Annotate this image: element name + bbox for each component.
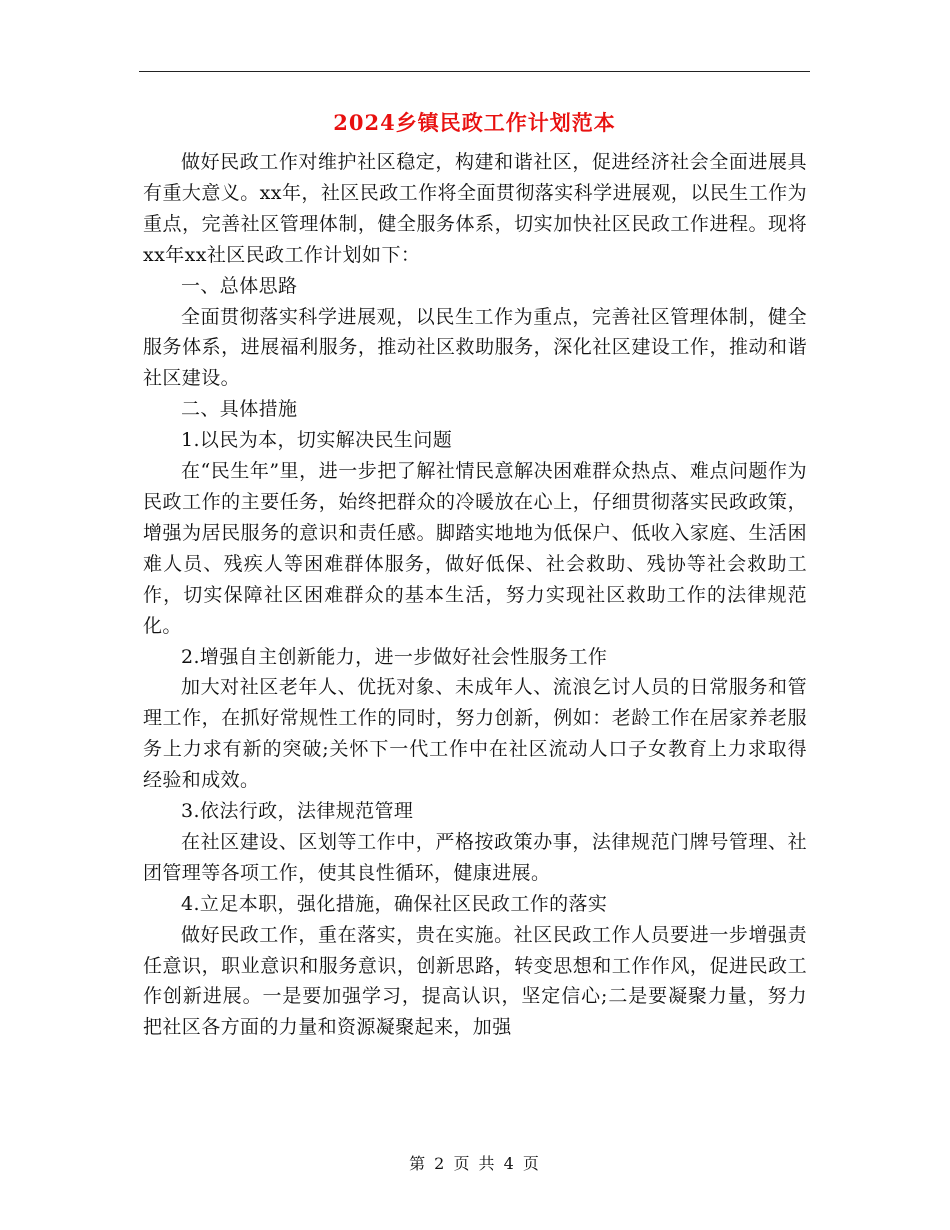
heading-specific-measures: 二、具体措施 (181, 398, 298, 421)
paragraph-measure-2: 加大对社区老年人、优抚对象、未成年人、流浪乞讨人员的日常服务和管理工作，在抓好常规性工作的同时，努力创新，例如：老龄工作在居家养老服务上力求有新的突破;关怀下一代工作中在社区流动人口子女教育上力求取得经验和成效。 (143, 676, 807, 792)
header-rule (139, 71, 810, 72)
document-body (143, 147, 807, 1043)
paragraph-measure-3: 在社区建设、区划等工作中，严格按政策办事，法律规范门牌号管理、社团管理等各项工作，使其良性循环，健康进展。 (143, 830, 807, 884)
heading-measure-1: 1.以民为本，切实解决民生问题 (181, 429, 453, 452)
paragraph-measure-4: 做好民政工作，重在落实，贵在实施。社区民政工作人员要进一步增强责任意识，职业意识和服务意识，创新思路，转变思想和工作作风，促进民政工作创新进展。一是要加强学习，提高认识，坚定信心;二是要凝聚力量，努力把社区各方面的力量和资源凝聚起来，加强 (143, 923, 807, 1039)
paragraph-intro: 做好民政工作对维护社区稳定，构建和谐社区，促进经济社会全面进展具有重大意义。xx年，社区民政工作将全面贯彻落实科学进展观，以民生工作为重点，完善社区管理体制，健全服务体系，切实加快社区民政工作进程。现将xx年xx社区民政工作计划如下： (143, 151, 807, 266)
heading-overall-approach: 一、总体思路 (181, 274, 298, 297)
page-number-footer: 第 2 页 共 4 页 (409, 1154, 541, 1173)
document-title: 2024乡镇民政工作计划范本 (333, 110, 616, 135)
heading-measure-3: 3.依法行政，法律规范管理 (181, 800, 414, 823)
heading-measure-2: 2.增强自主创新能力，进一步做好社会性服务工作 (181, 645, 608, 668)
heading-measure-4: 4.立足本职，强化措施，确保社区民政工作的落实 (181, 892, 608, 915)
paragraph-overall-approach: 全面贯彻落实科学进展观，以民生工作为重点，完善社区管理体制，健全服务体系，进展福利服务，推动社区救助服务，深化社区建设工作，推动和谐社区建设。 (143, 305, 807, 390)
paragraph-measure-1: 在“民生年”里，进一步把了解社情民意解决困难群众热点、难点问题作为民政工作的主要任务，始终把群众的冷暖放在心上，仔细贯彻落实民政政策，增强为居民服务的意识和责任感。脚踏实地地为低保户、低收入家庭、生活困难人员、残疾人等困难群体服务，做好低保、社会救助、残协等社会救助工作，切实保障社区困难群众的基本生活，努力实现社区救助工作的法律规范化。 (143, 460, 807, 637)
